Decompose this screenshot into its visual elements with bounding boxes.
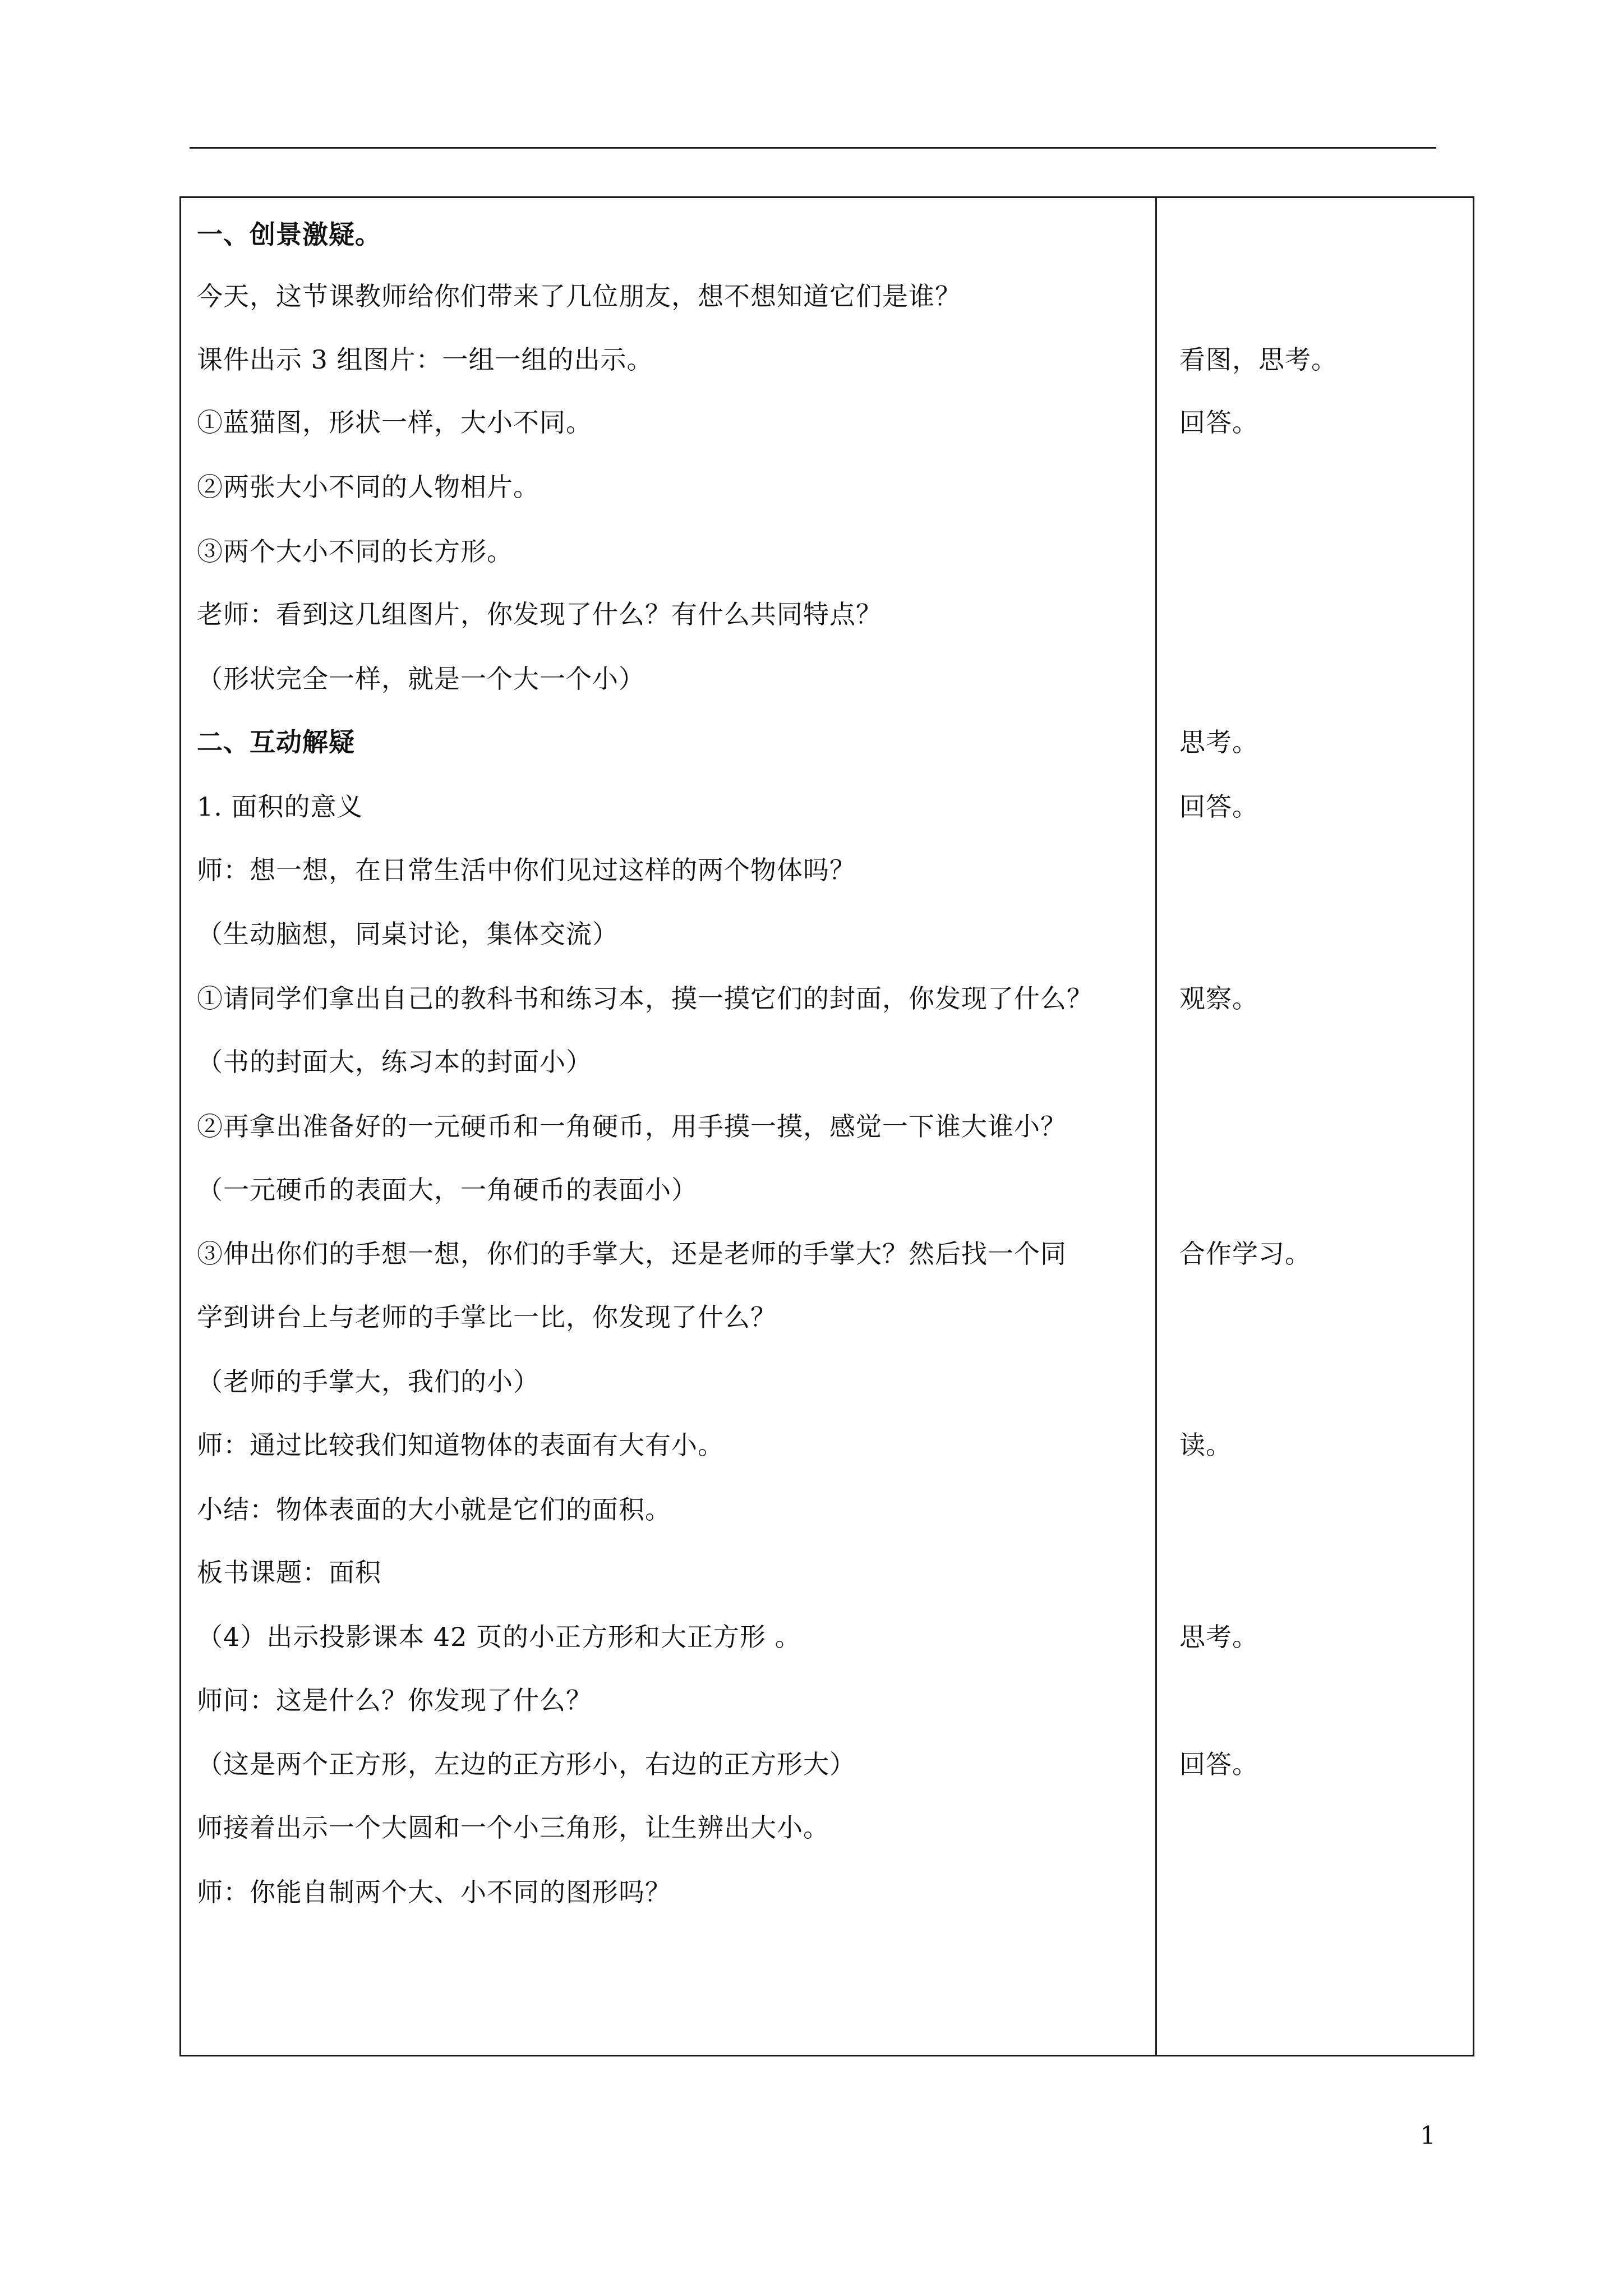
text-line: ②再拿出准备好的一元硬币和一角硬币，用手摸一摸，感觉一下谁大谁小？ [197, 1111, 1067, 1142]
text-line: （一元硬币的表面大，一角硬币的表面小） [197, 1175, 698, 1205]
text-line: 今天，这节课教师给你们带来了几位朋友，想不想知道它们是谁？ [197, 281, 961, 311]
text-line: ③两个大小不同的长方形。 [197, 536, 513, 567]
page-number: 1 [1420, 2122, 1436, 2150]
section-heading-1: 一、创景激疑。 [197, 219, 381, 250]
student-note: 思考。 [1179, 1622, 1258, 1652]
text-line: 师问：这是什么？你发现了什么？ [197, 1685, 592, 1715]
text-line: 老师：看到这几组图片，你发现了什么？有什么共同特点？ [197, 599, 882, 629]
text-line: ①请同学们拿出自己的教科书和练习本，摸一摸它们的封面，你发现了什么？ [197, 983, 1093, 1014]
column-divider [1155, 198, 1157, 2055]
text-line: 课件出示 3 组图片：一组一组的出示。 [197, 344, 653, 375]
text-line: （这是两个正方形，左边的正方形小，右边的正方形大） [197, 1749, 856, 1779]
text-line: 学到讲台上与老师的手掌比一比，你发现了什么？ [197, 1302, 777, 1332]
header-rule [190, 147, 1436, 149]
section-heading-2: 二、互动解疑 [197, 727, 355, 757]
text-line: 师：想一想，在日常生活中你们见过这样的两个物体吗？ [197, 855, 856, 885]
text-line: ①蓝猫图，形状一样，大小不同。 [197, 407, 592, 438]
text-line: ②两张大小不同的人物相片。 [197, 472, 540, 502]
text-line: ③伸出你们的手想一想，你们的手掌大，还是老师的手掌大？然后找一个同 [197, 1239, 1067, 1269]
student-note: 看图，思考。 [1179, 344, 1338, 375]
text-line: 师：你能自制两个大、小不同的图形吗？ [197, 1877, 671, 1907]
text-line: （书的封面大，练习本的封面小） [197, 1047, 592, 1077]
text-line: 师：通过比较我们知道物体的表面有大有小。 [197, 1430, 724, 1460]
text-line: 板书课题：面积 [197, 1557, 381, 1588]
text-line: （形状完全一样，就是一个大一个小） [197, 664, 645, 694]
student-note: 回答。 [1179, 792, 1258, 822]
student-note: 读。 [1179, 1430, 1232, 1460]
student-note: 回答。 [1179, 407, 1258, 438]
student-note: 合作学习。 [1179, 1239, 1311, 1269]
lesson-table [179, 196, 1474, 2056]
text-line: （老师的手掌大，我们的小） [197, 1366, 540, 1397]
student-note: 回答。 [1179, 1749, 1258, 1779]
student-note: 思考。 [1179, 727, 1258, 757]
student-note: 观察。 [1179, 983, 1258, 1014]
text-line: 师接着出示一个大圆和一个小三角形，让生辨出大小。 [197, 1812, 829, 1843]
text-line: （生动脑想，同桌讨论，集体交流） [197, 919, 619, 949]
text-line: 小结：物体表面的大小就是它们的面积。 [197, 1494, 671, 1525]
subsection-heading: 1. 面积的意义 [197, 792, 363, 822]
text-line: （4）出示投影课本 42 页的小正方形和大正方形 。 [197, 1622, 801, 1652]
